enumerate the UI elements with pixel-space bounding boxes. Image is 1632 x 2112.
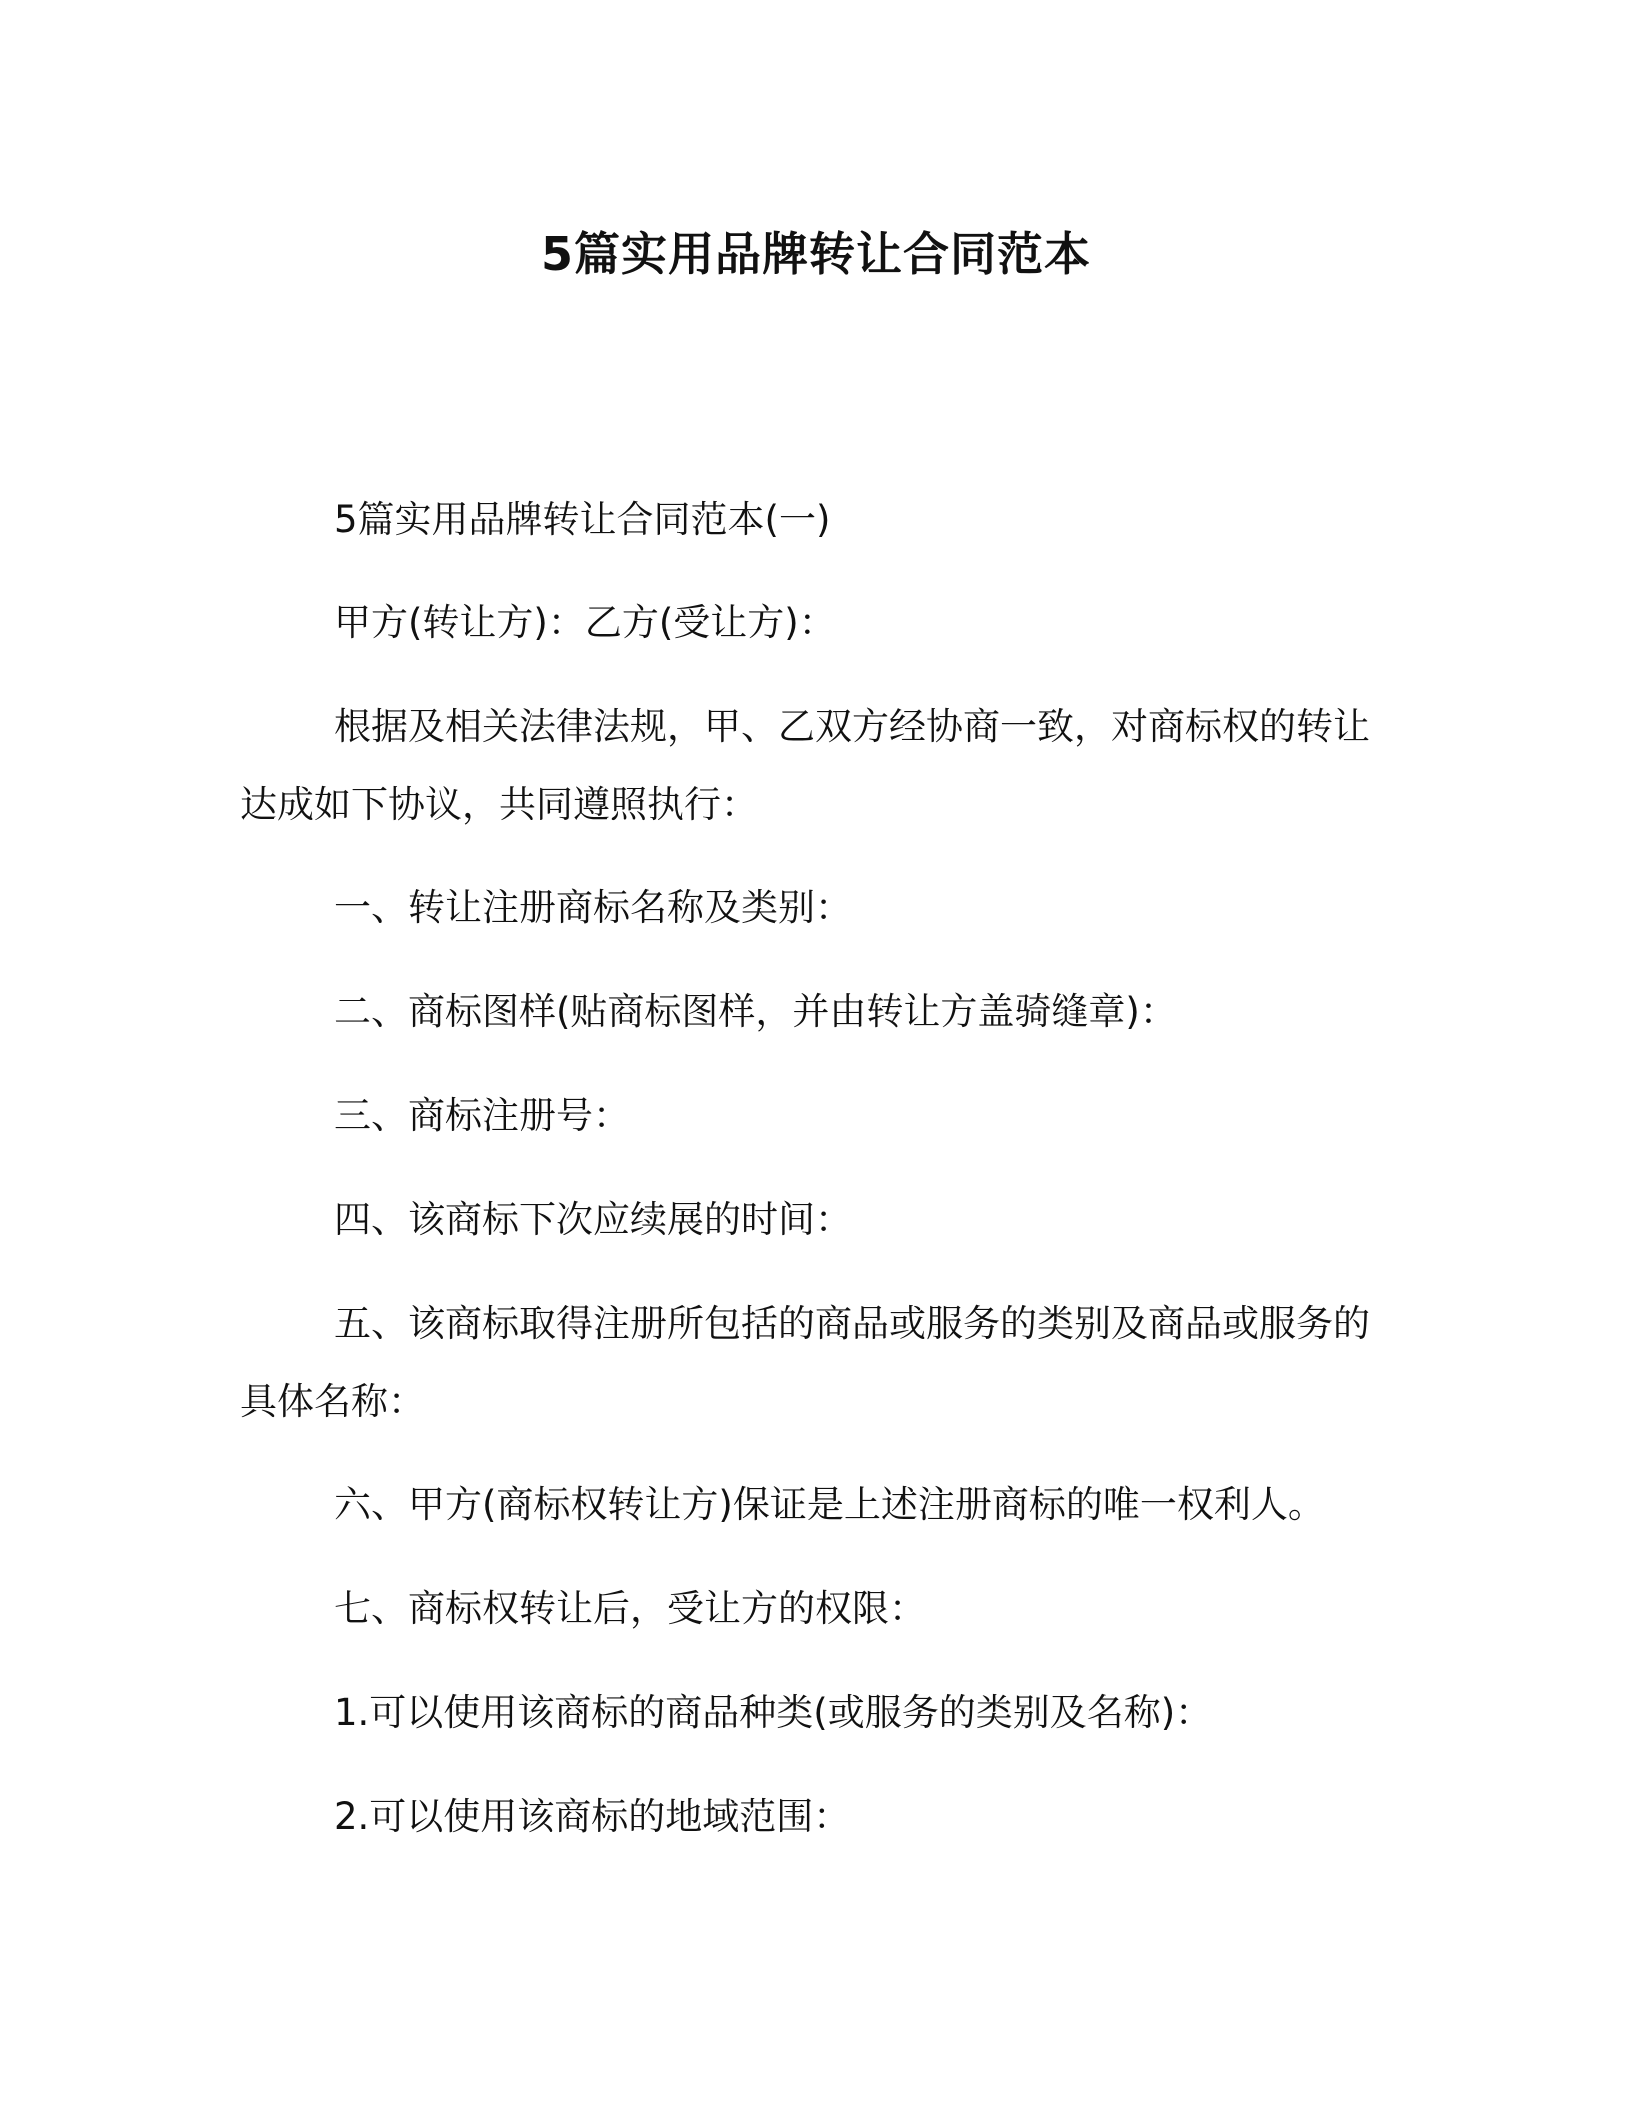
clause-1: 一、转让注册商标名称及类别： [334, 886, 852, 929]
document-title: 5篇实用品牌转让合同范本 [540, 227, 1091, 281]
clause-5: 五、该商标取得注册所包括的商品或服务的类别及商品或服务的具体名称： [240, 1302, 1370, 1423]
clause-7-item-2: 2.可以使用该商标的地域范围： [334, 1795, 851, 1838]
paragraph-subtitle: 5篇实用品牌转让合同范本(一) [334, 498, 831, 541]
paragraph-parties: 甲方(转让方)：乙方(受让方)： [334, 601, 836, 644]
paragraph-preamble: 根据及相关法律法规，甲、乙双方经协商一致，对商标权的转让达成如下协议，共同遵照执行： [240, 705, 1370, 826]
clause-3: 三、商标注册号： [334, 1094, 630, 1137]
clause-2: 二、商标图样(贴商标图样，并由转让方盖骑缝章)： [334, 990, 1177, 1033]
clause-4: 四、该商标下次应续展的时间： [334, 1198, 852, 1241]
clause-6: 六、甲方(商标权转让方)保证是上述注册商标的唯一权利人。 [334, 1483, 1325, 1526]
clause-7: 七、商标权转让后，受让方的权限： [334, 1587, 926, 1630]
clause-7-item-1: 1.可以使用该商标的商品种类(或服务的类别及名称)： [334, 1691, 1213, 1734]
